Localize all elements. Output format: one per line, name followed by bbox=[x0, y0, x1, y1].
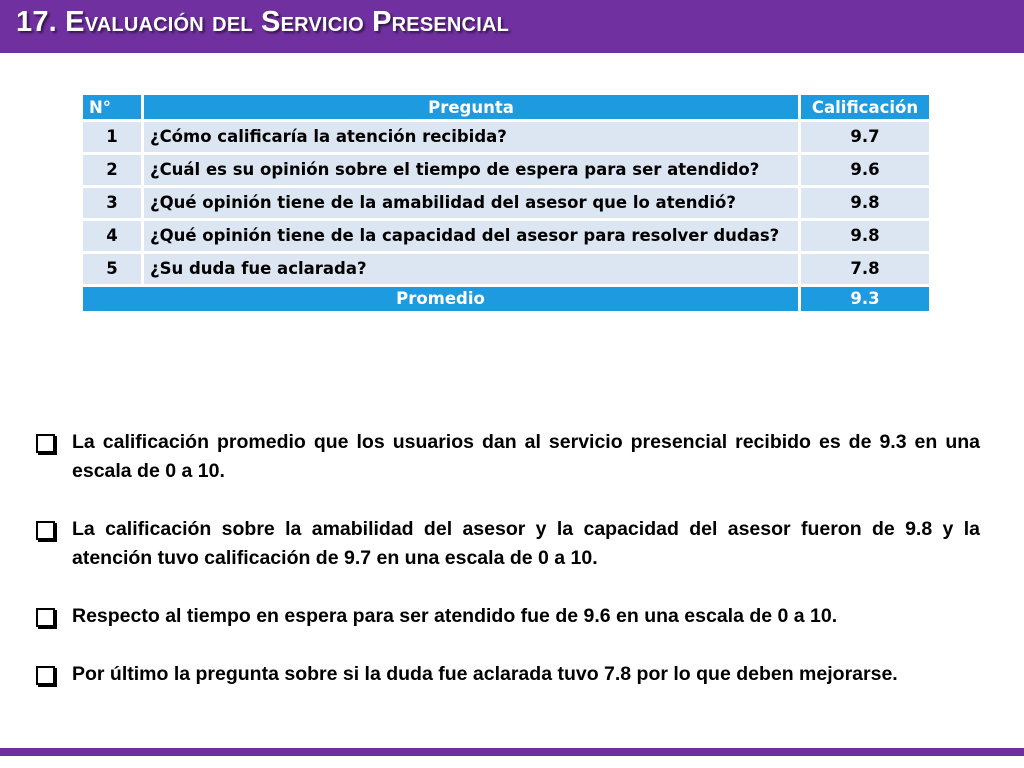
average-row bbox=[83, 287, 929, 311]
row-question: ¿Su duda fue aclarada? bbox=[144, 254, 798, 284]
row-number: 3 bbox=[83, 188, 141, 218]
checkbox-bullet-icon bbox=[36, 608, 55, 627]
bullet-item bbox=[34, 515, 980, 573]
row-number: 4 bbox=[83, 221, 141, 251]
bullet-text: La calificación sobre la amabilidad del asesor y la capacidad del asesor fueron de 9.8 y la atención tuvo calificación de 9.7 en una escala de 0 a 10. bbox=[72, 518, 980, 569]
header-question: Pregunta bbox=[144, 95, 798, 119]
row-question: ¿Cuál es su opinión sobre el tiempo de espera para ser atendido? bbox=[144, 155, 798, 185]
bullet-item bbox=[34, 660, 980, 689]
average-label: Promedio bbox=[83, 287, 798, 311]
checkbox-bullet-icon bbox=[36, 666, 55, 685]
row-score: 9.8 bbox=[801, 188, 929, 218]
average-score: 9.3 bbox=[801, 287, 929, 311]
summary-bullets bbox=[34, 428, 980, 689]
row-number: 2 bbox=[83, 155, 141, 185]
footer-bar bbox=[0, 748, 1024, 756]
checkbox-bullet-icon bbox=[36, 434, 55, 453]
row-score: 7.8 bbox=[801, 254, 929, 284]
row-score: 9.7 bbox=[801, 122, 929, 152]
table-row bbox=[83, 188, 929, 218]
row-number: 5 bbox=[83, 254, 141, 284]
slide-title: 17. Evaluación del Servicio Presencial bbox=[16, 6, 510, 38]
table-row bbox=[83, 122, 929, 152]
bullet-text: Respecto al tiempo en espera para ser atendido fue de 9.6 en una escala de 0 a 10. bbox=[72, 605, 838, 627]
bullet-item bbox=[34, 602, 980, 631]
bullet-item bbox=[34, 428, 980, 486]
header-score: Calificación bbox=[801, 95, 929, 119]
bullet-text: La calificación promedio que los usuarios dan al servicio presencial recibido es de 9.3 en una escala de 0 a 10. bbox=[72, 431, 980, 482]
row-question: ¿Cómo calificaría la atención recibida? bbox=[144, 122, 798, 152]
title-bar bbox=[0, 0, 1024, 53]
table-row bbox=[83, 254, 929, 284]
header-number: N° bbox=[83, 95, 141, 119]
row-score: 9.6 bbox=[801, 155, 929, 185]
row-question: ¿Qué opinión tiene de la amabilidad del asesor que lo atendió? bbox=[144, 188, 798, 218]
checkbox-bullet-icon bbox=[36, 521, 55, 540]
table-row bbox=[83, 221, 929, 251]
row-number: 1 bbox=[83, 122, 141, 152]
row-question: ¿Qué opinión tiene de la capacidad del asesor para resolver dudas? bbox=[144, 221, 798, 251]
table-row bbox=[83, 155, 929, 185]
bullet-text: Por último la pregunta sobre si la duda fue aclarada tuvo 7.8 por lo que deben mejorarse. bbox=[72, 663, 898, 685]
evaluation-table bbox=[80, 92, 932, 314]
table-header-row bbox=[83, 95, 929, 119]
row-score: 9.8 bbox=[801, 221, 929, 251]
